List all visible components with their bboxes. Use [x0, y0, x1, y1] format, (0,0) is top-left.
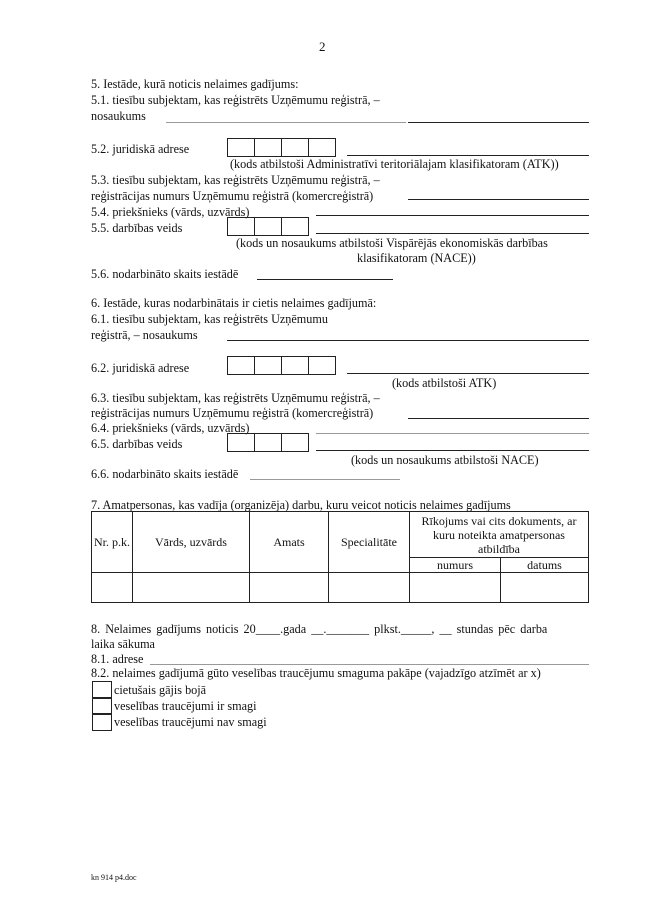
field-5-3-line[interactable]	[408, 199, 589, 200]
field-5-2-label: 5.2. juridiskā adrese	[91, 142, 190, 156]
field-5-6-label: 5.6. nodarbināto skaits iestādē	[91, 267, 239, 281]
field-5-2-note: (kods atbilstoši Administratīvi teritoriālajam klasifikatoram (ATK))	[230, 157, 559, 171]
footer-filename: kn 914 p4.doc	[91, 873, 137, 882]
option-not-severe-label: veselības traucējumi nav smagi	[114, 715, 267, 729]
field-5-5-note-2: klasifikatoram (NACE))	[357, 251, 476, 265]
field-8-1-label: 8.1. adrese	[91, 652, 144, 666]
cell-name[interactable]	[133, 573, 250, 603]
option-died-label: cietušais gājis bojā	[114, 683, 207, 697]
checkbox-not-severe[interactable]	[92, 713, 112, 731]
col-number-header: numurs	[410, 558, 501, 573]
field-5-3-regnum-label: reģistrācijas numurs Uzņēmumu reģistrā (komercreģistrā)	[91, 189, 374, 203]
field-5-5-line[interactable]	[316, 233, 589, 234]
field-5-5-code-boxes[interactable]	[227, 217, 309, 236]
field-6-5-label: 6.5. darbības veids	[91, 437, 183, 451]
cell-date[interactable]	[501, 573, 589, 603]
field-6-4-label: 6.4. priekšnieks (vārds, uzvārds)	[91, 421, 250, 435]
col-nr-header: Nr. p.k.	[92, 512, 133, 573]
section-8-line-1: 8. Nelaimes gadījums noticis 20____.gada __._______ plkst._____, __ stundas pēc darba	[91, 622, 548, 636]
field-5-5-label: 5.5. darbības veids	[91, 221, 183, 235]
field-6-1-label: 6.1. tiesību subjektam, kas reģistrēts Uzņēmumu	[91, 312, 328, 326]
field-5-3-label: 5.3. tiesību subjektam, kas reģistrēts Uzņēmumu reģistrā, –	[91, 173, 380, 187]
cell-nr[interactable]	[92, 573, 133, 603]
field-6-2-address-line[interactable]	[347, 373, 589, 374]
col-specialty-header: Specialitāte	[329, 512, 410, 573]
table-row	[92, 573, 589, 603]
field-5-6-line[interactable]	[257, 279, 393, 280]
page-number: 2	[319, 39, 326, 54]
option-severe-label: veselības traucējumi ir smagi	[114, 699, 257, 713]
field-5-1-line[interactable]	[166, 122, 406, 123]
field-6-6-label: 6.6. nodarbināto skaits iestādē	[91, 467, 239, 481]
field-6-2-label: 6.2. juridiskā adrese	[91, 361, 190, 375]
field-8-1-line[interactable]	[150, 664, 589, 665]
field-5-5-note-1: (kods un nosaukums atbilstoši Vispārējās ekonomiskās darbības	[236, 236, 548, 250]
section-7-title: 7. Amatpersonas, kas vadīja (organizēja) darbu, kuru veicot noticis nelaimes gadījums	[91, 498, 511, 512]
col-name-header: Vārds, uzvārds	[133, 512, 250, 573]
field-5-2-address-line[interactable]	[347, 155, 589, 156]
cell-specialty[interactable]	[329, 573, 410, 603]
section-5-title: 5. Iestāde, kurā noticis nelaimes gadījums:	[91, 77, 299, 91]
field-5-4-label: 5.4. priekšnieks (vārds, uzvārds)	[91, 205, 250, 219]
field-5-1-name-label: nosaukums	[91, 109, 146, 123]
field-6-6-line[interactable]	[250, 479, 400, 480]
field-5-2-code-boxes[interactable]	[227, 138, 336, 157]
field-6-2-note: (kods atbilstoši ATK)	[392, 376, 497, 390]
field-5-4-line[interactable]	[316, 215, 589, 216]
field-5-1-label: 5.1. tiesību subjektam, kas reģistrēts Uzņēmumu reģistrā, –	[91, 93, 380, 107]
section-6-title: 6. Iestāde, kuras nodarbinātais ir cietis nelaimes gadījumā:	[91, 296, 377, 310]
officials-table	[91, 511, 589, 603]
field-6-5-note: (kods un nosaukums atbilstoši NACE)	[351, 453, 539, 467]
field-5-1-line-2[interactable]	[408, 122, 589, 123]
cell-position[interactable]	[250, 573, 329, 603]
field-6-3-label: 6.3. tiesību subjektam, kas reģistrēts Uzņēmumu reģistrā, –	[91, 391, 380, 405]
section-8-line-2: laika sākuma	[91, 637, 155, 651]
col-document-header: Rīkojums vai cits dokuments, ar kuru noteikta amatpersonas atbildība	[410, 512, 589, 558]
field-6-5-line[interactable]	[316, 450, 589, 451]
field-6-3-line[interactable]	[408, 418, 589, 419]
field-6-1-line[interactable]	[227, 340, 589, 341]
field-6-3-regnum-label: reģistrācijas numurs Uzņēmumu reģistrā (komercreģistrā)	[91, 406, 374, 420]
field-6-1-name-label: reģistrā, – nosaukums	[91, 328, 198, 342]
cell-number[interactable]	[410, 573, 501, 603]
field-6-2-code-boxes[interactable]	[227, 356, 336, 375]
field-8-2-label: 8.2. nelaimes gadījumā gūto veselības traucējumu smaguma pakāpe (vajadzīgo atzīmēt ar x)	[91, 666, 541, 680]
field-6-4-line[interactable]	[316, 433, 589, 434]
field-6-5-code-boxes[interactable]	[227, 433, 309, 452]
col-position-header: Amats	[250, 512, 329, 573]
col-date-header: datums	[501, 558, 589, 573]
